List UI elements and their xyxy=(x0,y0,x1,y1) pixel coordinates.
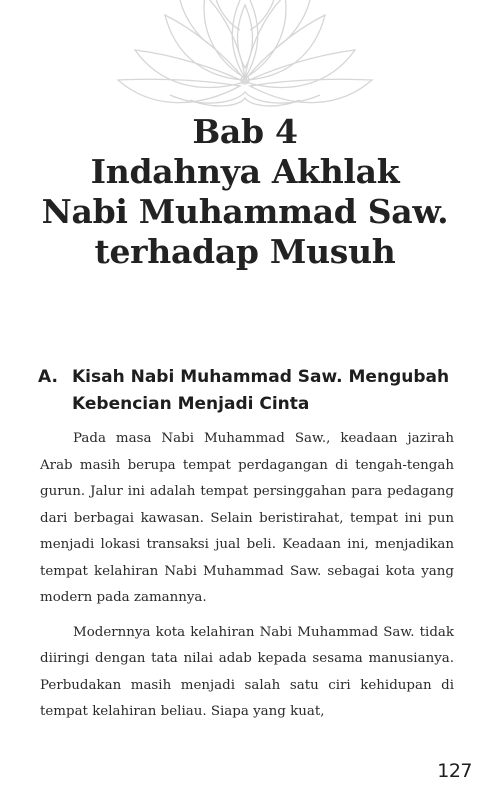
section-marker: A. xyxy=(38,367,58,387)
page-number: 127 xyxy=(437,760,472,782)
chapter-number: Bab 4 xyxy=(192,112,298,151)
chapter-title xyxy=(0,112,490,272)
paragraph-1: Pada masa Nabi Muhammad Saw., keadaan jazirah Arab masih berupa tempat perdagangan di tengah-tengah gurun. Jalur ini adalah tempat persinggahan para pedagang dari berbagai kawasan. Selain beristirahat, tempat ini pun menjadi lokasi transaksi jual beli. Keadaan ini, menjadikan tempat kelahiran Nabi Muhammad Saw. sebagai kota yang modern pada zamannya. xyxy=(40,431,454,605)
chapter-title-line-2: Nabi Muhammad Saw. xyxy=(41,192,449,231)
floral-ornament-icon xyxy=(0,0,490,110)
section-title: Kisah Nabi Muhammad Saw. Mengubah Kebencian Menjadi Cinta xyxy=(72,367,450,414)
paragraph-2: Modernnya kota kelahiran Nabi Muhammad Saw. tidak diiringi dengan tata nilai adab kepada sesama manusianya. Perbudakan masih menjadi salah satu ciri kehidupan di tempat kelahiran beliau. Siapa yang kuat, xyxy=(40,624,454,719)
chapter-title-line-1: Indahnya Akhlak xyxy=(90,152,400,191)
body-text xyxy=(40,426,454,734)
section-heading xyxy=(38,364,468,418)
chapter-title-line-3: terhadap Musuh xyxy=(94,232,396,271)
